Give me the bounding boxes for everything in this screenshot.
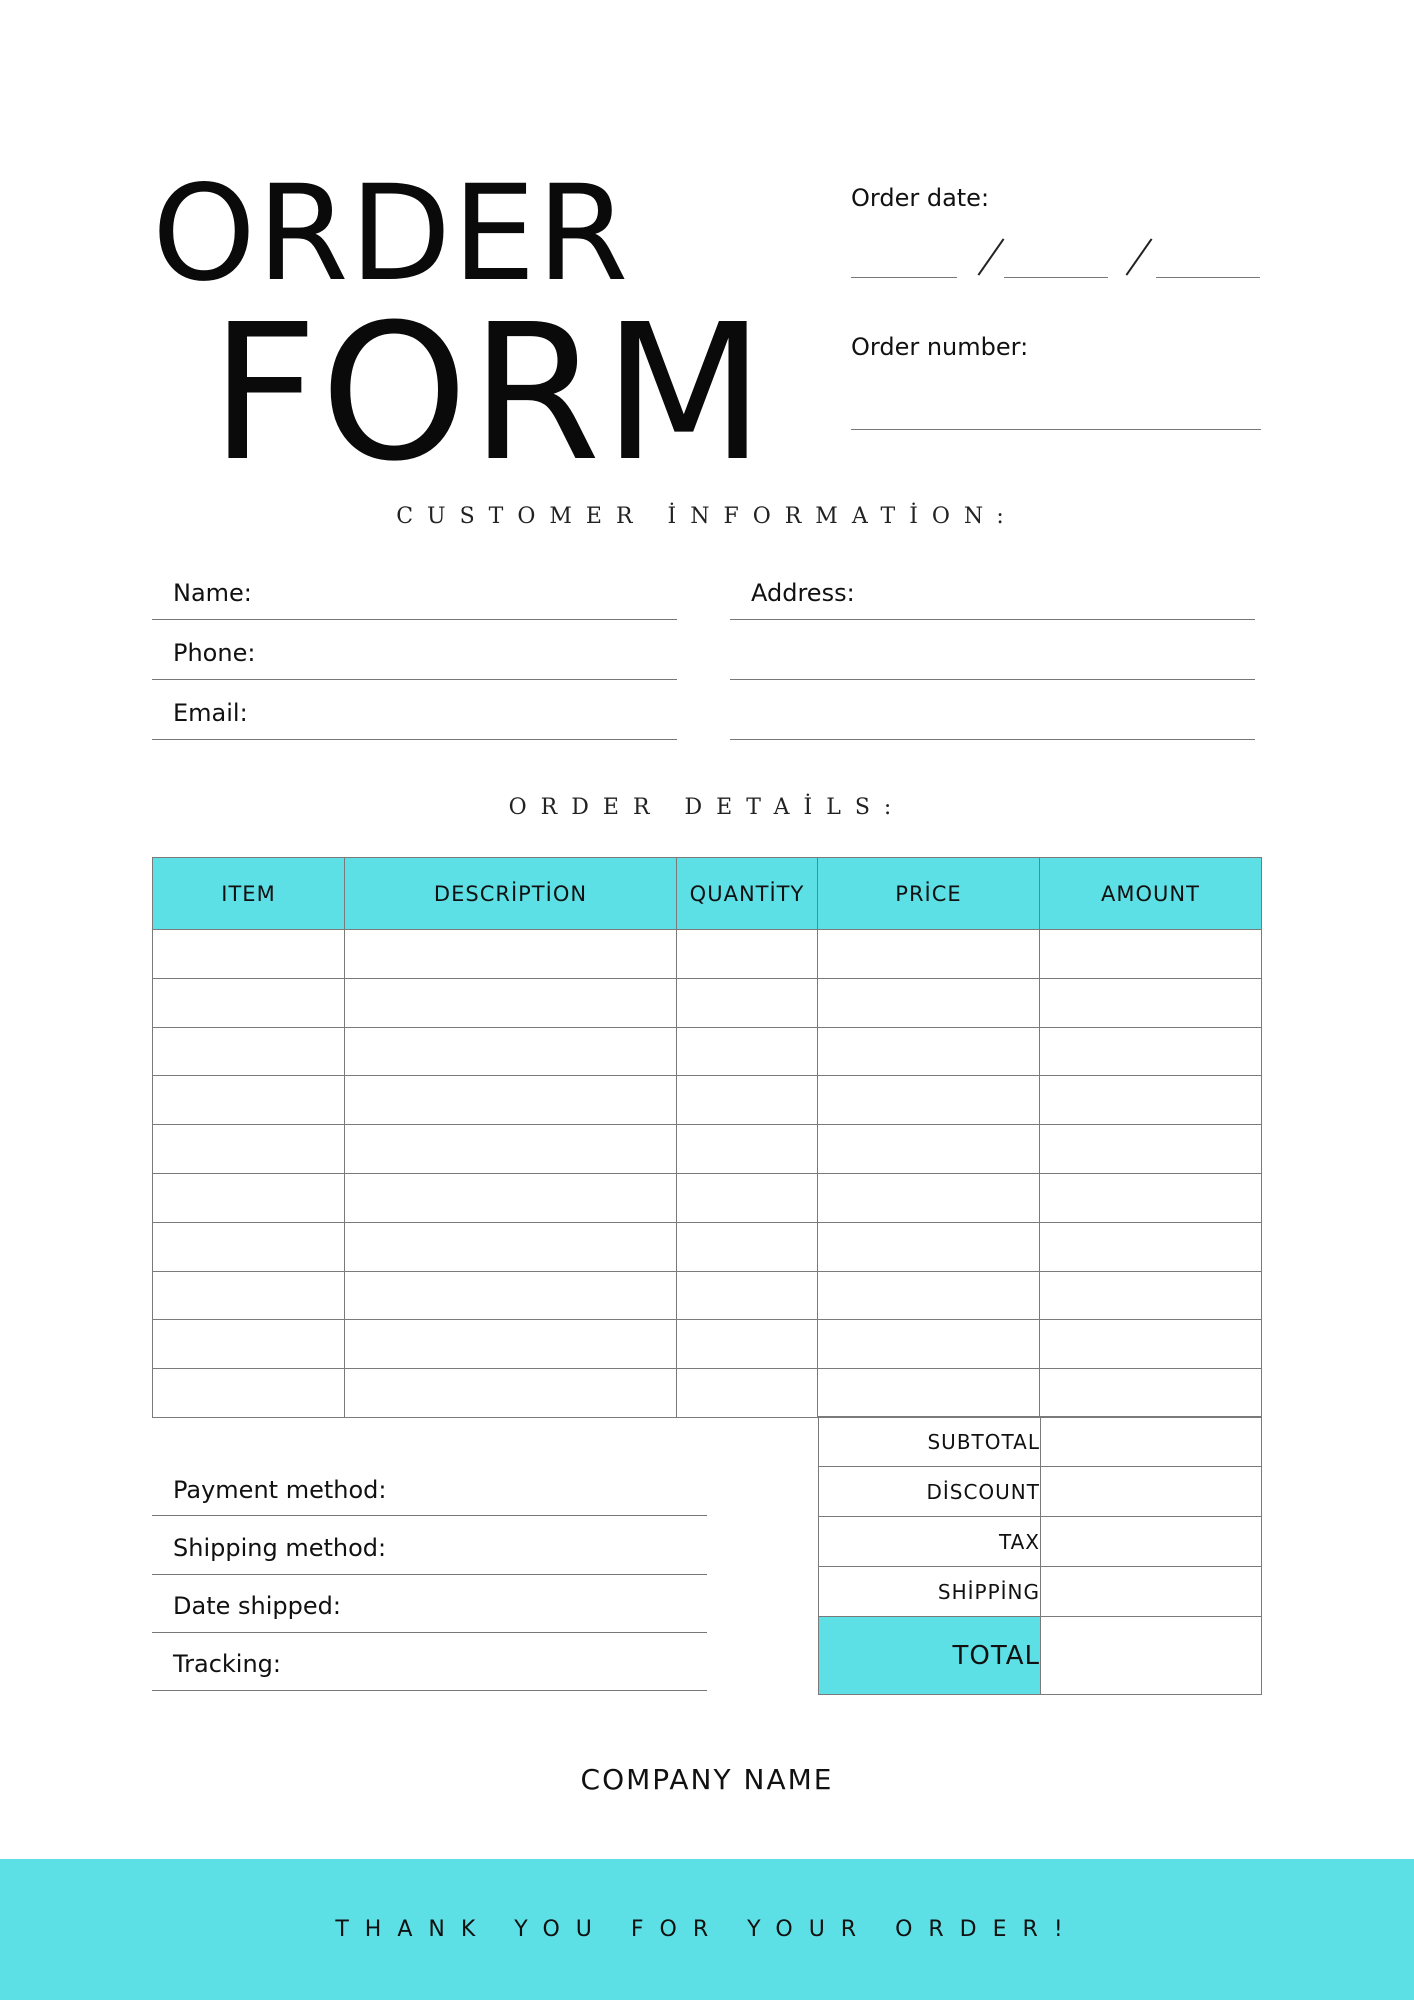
email-field[interactable] <box>152 739 677 740</box>
item-cell[interactable] <box>153 1369 345 1418</box>
table-row <box>153 1076 1262 1125</box>
discount-value-field[interactable] <box>1041 1467 1262 1517</box>
shipping-row <box>819 1567 1262 1617</box>
table-row <box>153 1271 1262 1320</box>
tracking-label: Tracking: <box>173 1650 281 1678</box>
order-date-day-field[interactable] <box>1004 277 1108 278</box>
item-cell[interactable] <box>153 1125 345 1174</box>
order-date-year-field[interactable] <box>1156 277 1260 278</box>
description-cell[interactable] <box>345 1369 677 1418</box>
item-cell[interactable] <box>153 1222 345 1271</box>
date-separator <box>1126 238 1153 275</box>
description-cell[interactable] <box>345 978 677 1027</box>
quantity-cell[interactable] <box>677 1369 818 1418</box>
payment-method-field[interactable] <box>152 1515 707 1516</box>
amount-cell[interactable] <box>1040 930 1262 979</box>
quantity-cell[interactable] <box>677 1076 818 1125</box>
amount-cell[interactable] <box>1040 1076 1262 1125</box>
order-details-table <box>152 857 1262 1418</box>
quantity-cell[interactable] <box>677 1027 818 1076</box>
subtotal-label: SUBTOTAL <box>819 1417 1041 1467</box>
description-cell[interactable] <box>345 1027 677 1076</box>
quantity-cell[interactable] <box>677 1125 818 1174</box>
quantity-cell[interactable] <box>677 930 818 979</box>
total-row <box>819 1617 1262 1695</box>
price-cell[interactable] <box>818 1173 1040 1222</box>
address-field-line-1[interactable] <box>730 619 1255 620</box>
footer-banner <box>0 1859 1414 2000</box>
shipping-value-field[interactable] <box>1041 1567 1262 1617</box>
subtotal-value-field[interactable] <box>1041 1417 1262 1467</box>
price-cell[interactable] <box>818 978 1040 1027</box>
price-cell[interactable] <box>818 1222 1040 1271</box>
item-cell[interactable] <box>153 1027 345 1076</box>
address-field-line-3[interactable] <box>730 739 1255 740</box>
price-cell[interactable] <box>818 1125 1040 1174</box>
table-row <box>153 930 1262 979</box>
name-field[interactable] <box>152 619 677 620</box>
table-row <box>153 1173 1262 1222</box>
price-cell[interactable] <box>818 1320 1040 1369</box>
order-number-label: Order number: <box>851 333 1029 361</box>
amount-cell[interactable] <box>1040 1320 1262 1369</box>
title-order: ORDER <box>152 157 630 311</box>
amount-cell[interactable] <box>1040 1125 1262 1174</box>
amount-cell[interactable] <box>1040 1173 1262 1222</box>
table-row <box>153 1222 1262 1271</box>
amount-cell[interactable] <box>1040 1222 1262 1271</box>
quantity-cell[interactable] <box>677 1173 818 1222</box>
description-cell[interactable] <box>345 1222 677 1271</box>
description-cell[interactable] <box>345 1125 677 1174</box>
company-name: COMPANY NAME <box>580 1763 834 1796</box>
shipping-method-field[interactable] <box>152 1574 707 1575</box>
description-cell[interactable] <box>345 1320 677 1369</box>
shipping-label: SHİPPİNG <box>819 1567 1041 1617</box>
price-cell[interactable] <box>818 1271 1040 1320</box>
price-cell[interactable] <box>818 930 1040 979</box>
total-label: TOTAL <box>819 1617 1041 1695</box>
title-form: FORM <box>210 284 767 503</box>
table-row <box>153 978 1262 1027</box>
order-date-label: Order date: <box>851 184 990 212</box>
quantity-cell[interactable] <box>677 1271 818 1320</box>
item-cell[interactable] <box>153 930 345 979</box>
amount-cell[interactable] <box>1040 1271 1262 1320</box>
footer-thank-you: THANK YOU FOR YOUR ORDER! <box>335 1917 1079 1942</box>
amount-cell[interactable] <box>1040 1369 1262 1418</box>
order-details-heading: ORDER DETAİLS: <box>508 795 906 820</box>
tax-row <box>819 1517 1262 1567</box>
table-row <box>153 1369 1262 1418</box>
item-cell[interactable] <box>153 1320 345 1369</box>
quantity-cell[interactable] <box>677 978 818 1027</box>
phone-label: Phone: <box>173 639 256 667</box>
tax-label: TAX <box>819 1517 1041 1567</box>
order-date-month-field[interactable] <box>851 277 957 278</box>
address-label: Address: <box>751 579 855 607</box>
price-cell[interactable] <box>818 1076 1040 1125</box>
column-header-amount: AMOUNT <box>1040 858 1262 930</box>
quantity-cell[interactable] <box>677 1222 818 1271</box>
table-row <box>153 1320 1262 1369</box>
price-cell[interactable] <box>818 1027 1040 1076</box>
tax-value-field[interactable] <box>1041 1517 1262 1567</box>
date-separator <box>978 238 1005 275</box>
payment-method-label: Payment method: <box>173 1476 387 1504</box>
item-cell[interactable] <box>153 1271 345 1320</box>
description-cell[interactable] <box>345 1271 677 1320</box>
amount-cell[interactable] <box>1040 978 1262 1027</box>
description-cell[interactable] <box>345 930 677 979</box>
order-number-field[interactable] <box>851 429 1261 430</box>
table-row <box>153 1125 1262 1174</box>
column-header-price: PRİCE <box>818 858 1040 930</box>
name-label: Name: <box>173 579 252 607</box>
discount-row <box>819 1467 1262 1517</box>
column-header-item: ITEM <box>153 858 345 930</box>
column-header-quantity: QUANTİTY <box>677 858 818 930</box>
description-cell[interactable] <box>345 1173 677 1222</box>
price-cell[interactable] <box>818 1369 1040 1418</box>
item-cell[interactable] <box>153 1173 345 1222</box>
tracking-field[interactable] <box>152 1690 707 1691</box>
date-shipped-label: Date shipped: <box>173 1592 341 1620</box>
table-header-row <box>153 858 1262 930</box>
item-cell[interactable] <box>153 1076 345 1125</box>
discount-label: DİSCOUNT <box>819 1467 1041 1517</box>
description-cell[interactable] <box>345 1076 677 1125</box>
item-cell[interactable] <box>153 978 345 1027</box>
table-row <box>153 1027 1262 1076</box>
address-field-line-2[interactable] <box>730 679 1255 680</box>
amount-cell[interactable] <box>1040 1027 1262 1076</box>
subtotal-row <box>819 1417 1262 1467</box>
shipping-method-label: Shipping method: <box>173 1534 387 1562</box>
customer-info-heading: CUSTOMER İNFORMATİON: <box>396 504 1018 529</box>
phone-field[interactable] <box>152 679 677 680</box>
quantity-cell[interactable] <box>677 1320 818 1369</box>
email-label: Email: <box>173 699 248 727</box>
totals-table <box>818 1416 1262 1695</box>
total-value-field[interactable] <box>1041 1617 1262 1695</box>
date-shipped-field[interactable] <box>152 1632 707 1633</box>
column-header-description: DESCRİPTİON <box>345 858 677 930</box>
